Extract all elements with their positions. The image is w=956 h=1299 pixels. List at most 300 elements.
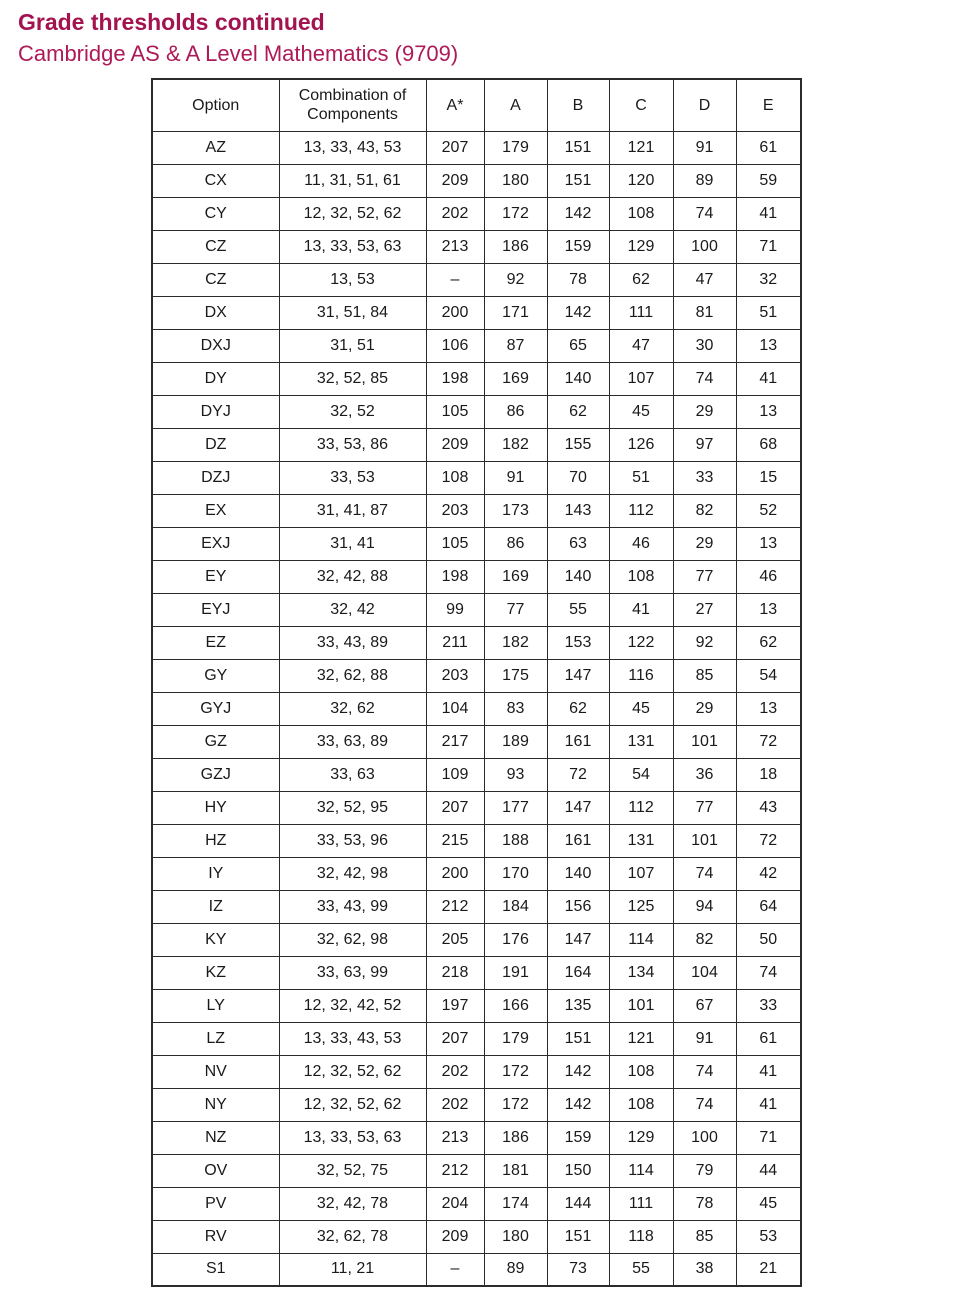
table-cell: 142 [547,296,609,329]
table-cell: GYJ [152,692,279,725]
table-row [152,791,801,824]
table-row [152,1088,801,1121]
table-cell: 72 [547,758,609,791]
table-cell: 33, 43, 99 [279,890,426,923]
table-cell: 91 [673,131,736,164]
table-cell: 155 [547,428,609,461]
table-cell: 118 [609,1220,673,1253]
table-row [152,428,801,461]
table-cell: DZ [152,428,279,461]
table-cell: 11, 21 [279,1253,426,1286]
table-row [152,197,801,230]
table-cell: 203 [426,659,484,692]
table-row [152,164,801,197]
table-row [152,692,801,725]
table-cell: CY [152,197,279,230]
table-cell: KY [152,923,279,956]
column-header-1: Combination of Components [279,79,426,131]
table-cell: 33, 63 [279,758,426,791]
table-cell: 166 [484,989,547,1022]
table-row [152,626,801,659]
table-cell: 42 [736,857,801,890]
table-cell: EYJ [152,593,279,626]
table-cell: 55 [547,593,609,626]
table-cell: 29 [673,692,736,725]
table-cell: 45 [609,692,673,725]
table-cell: 144 [547,1187,609,1220]
table-row [152,296,801,329]
table-cell: 172 [484,1088,547,1121]
table-cell: 62 [547,395,609,428]
table-cell: 131 [609,824,673,857]
table-cell: 179 [484,131,547,164]
table-cell: 92 [484,263,547,296]
table-cell: 104 [673,956,736,989]
table-cell: 181 [484,1154,547,1187]
table-cell: 114 [609,923,673,956]
table-cell: 143 [547,494,609,527]
table-cell: CX [152,164,279,197]
table-cell: 171 [484,296,547,329]
table-cell: 177 [484,791,547,824]
table-cell: 207 [426,1022,484,1055]
table-cell: 107 [609,857,673,890]
table-row [152,1055,801,1088]
table-cell: 122 [609,626,673,659]
table-cell: 13, 53 [279,263,426,296]
table-cell: 105 [426,527,484,560]
table-cell: DY [152,362,279,395]
table-cell: 93 [484,758,547,791]
table-cell: 68 [736,428,801,461]
table-cell: EXJ [152,527,279,560]
table-cell: 13 [736,329,801,362]
table-cell: 32, 52 [279,395,426,428]
table-cell: OV [152,1154,279,1187]
table-cell: 108 [426,461,484,494]
table-cell: 31, 51 [279,329,426,362]
table-cell: 21 [736,1253,801,1286]
table-cell: 32, 62 [279,692,426,725]
table-cell: 65 [547,329,609,362]
table-cell: 33, 43, 89 [279,626,426,659]
table-cell: 61 [736,1022,801,1055]
table-row [152,395,801,428]
table-cell: 218 [426,956,484,989]
table-cell: 153 [547,626,609,659]
table-cell: 52 [736,494,801,527]
table-cell: 46 [736,560,801,593]
table-cell: CZ [152,263,279,296]
table-cell: 33, 53, 96 [279,824,426,857]
table-cell: 41 [736,1088,801,1121]
table-cell: 207 [426,131,484,164]
table-cell: 13 [736,593,801,626]
table-cell: 31, 41, 87 [279,494,426,527]
table-cell: 43 [736,791,801,824]
table-cell: – [426,1253,484,1286]
table-cell: 32, 52, 85 [279,362,426,395]
table-cell: 142 [547,1088,609,1121]
table-cell: IZ [152,890,279,923]
table-cell: 32, 42, 78 [279,1187,426,1220]
table-cell: 182 [484,626,547,659]
table-cell: KZ [152,956,279,989]
table-row [152,1187,801,1220]
table-cell: 159 [547,230,609,263]
table-cell: 74 [673,857,736,890]
table-cell: 129 [609,1121,673,1154]
table-cell: 82 [673,923,736,956]
table-cell: 74 [736,956,801,989]
table-cell: 142 [547,197,609,230]
table-cell: 31, 51, 84 [279,296,426,329]
table-cell: 50 [736,923,801,956]
table-cell: 51 [609,461,673,494]
table-cell: 13, 33, 43, 53 [279,131,426,164]
table-cell: 202 [426,1055,484,1088]
table-body [152,131,801,1286]
table-cell: 85 [673,1220,736,1253]
table-cell: 71 [736,1121,801,1154]
table-cell: 180 [484,1220,547,1253]
table-cell: 97 [673,428,736,461]
column-header-5: C [609,79,673,131]
table-cell: 151 [547,1022,609,1055]
table-row [152,560,801,593]
table-cell: 41 [736,1055,801,1088]
table-cell: 179 [484,1022,547,1055]
table-cell: 126 [609,428,673,461]
table-cell: 33, 53 [279,461,426,494]
table-cell: 12, 32, 52, 62 [279,1088,426,1121]
table-row [152,593,801,626]
table-cell: 13 [736,527,801,560]
table-cell: 78 [547,263,609,296]
table-cell: 41 [736,362,801,395]
table-cell: 13 [736,692,801,725]
table-cell: 79 [673,1154,736,1187]
table-cell: 104 [426,692,484,725]
table-cell: S1 [152,1253,279,1286]
grade-thresholds-table [151,78,802,1287]
table-cell: 72 [736,725,801,758]
table-row [152,329,801,362]
table-cell: 13, 33, 53, 63 [279,1121,426,1154]
table-cell: 213 [426,1121,484,1154]
table-cell: 202 [426,197,484,230]
table-cell: 55 [609,1253,673,1286]
table-cell: 217 [426,725,484,758]
table-row [152,362,801,395]
table-row [152,1253,801,1286]
table-cell: 45 [736,1187,801,1220]
table-cell: 89 [484,1253,547,1286]
table-cell: 32, 42, 98 [279,857,426,890]
table-cell: 140 [547,362,609,395]
table-cell: 45 [609,395,673,428]
table-cell: DXJ [152,329,279,362]
table-cell: 89 [673,164,736,197]
table-cell: 114 [609,1154,673,1187]
table-cell: 147 [547,923,609,956]
table-cell: 67 [673,989,736,1022]
table-cell: EX [152,494,279,527]
table-cell: 13, 33, 53, 63 [279,230,426,263]
table-cell: 169 [484,560,547,593]
table-cell: 82 [673,494,736,527]
table-cell: DX [152,296,279,329]
table-cell: 213 [426,230,484,263]
table-cell: LZ [152,1022,279,1055]
table-cell: 77 [484,593,547,626]
table-cell: DYJ [152,395,279,428]
table-cell: 47 [609,329,673,362]
table-cell: 53 [736,1220,801,1253]
table-cell: 59 [736,164,801,197]
table-cell: 108 [609,1055,673,1088]
table-cell: 61 [736,131,801,164]
table-cell: GY [152,659,279,692]
table-cell: 121 [609,131,673,164]
table-row [152,1220,801,1253]
table-cell: 156 [547,890,609,923]
table-cell: 94 [673,890,736,923]
table-cell: 142 [547,1055,609,1088]
table-cell: 172 [484,1055,547,1088]
table-cell: RV [152,1220,279,1253]
table-cell: 105 [426,395,484,428]
table-cell: 108 [609,197,673,230]
table-cell: 27 [673,593,736,626]
table-cell: 134 [609,956,673,989]
table-cell: GZJ [152,758,279,791]
table-cell: 77 [673,560,736,593]
table-cell: 182 [484,428,547,461]
table-cell: 161 [547,725,609,758]
table-row [152,989,801,1022]
table-cell: 121 [609,1022,673,1055]
table-row [152,824,801,857]
table-cell: 41 [736,197,801,230]
table-cell: 209 [426,164,484,197]
table-cell: 32, 62, 78 [279,1220,426,1253]
table-cell: 62 [609,263,673,296]
table-cell: 111 [609,1187,673,1220]
table-row [152,890,801,923]
table-cell: 172 [484,197,547,230]
table-cell: 62 [736,626,801,659]
table-cell: 99 [426,593,484,626]
table-cell: 101 [673,824,736,857]
table-cell: IY [152,857,279,890]
table-cell: 198 [426,362,484,395]
table-cell: 205 [426,923,484,956]
table-cell: NZ [152,1121,279,1154]
table-cell: 32, 42 [279,593,426,626]
table-cell: 74 [673,1055,736,1088]
table-cell: 54 [609,758,673,791]
table-cell: 209 [426,428,484,461]
table-cell: 77 [673,791,736,824]
table-row [152,956,801,989]
table-cell: HZ [152,824,279,857]
table-cell: 92 [673,626,736,659]
table-row [152,230,801,263]
table-cell: 32, 62, 98 [279,923,426,956]
table-row [152,494,801,527]
table-cell: 47 [673,263,736,296]
column-header-7: E [736,79,801,131]
table-cell: 74 [673,362,736,395]
table-cell: 107 [609,362,673,395]
table-cell: PV [152,1187,279,1220]
table-row [152,725,801,758]
table-cell: 161 [547,824,609,857]
table-cell: 86 [484,527,547,560]
table-cell: 212 [426,890,484,923]
table-cell: 164 [547,956,609,989]
table-cell: 33 [673,461,736,494]
table-cell: 116 [609,659,673,692]
table-cell: 46 [609,527,673,560]
table-cell: 33, 53, 86 [279,428,426,461]
table-cell: 186 [484,1121,547,1154]
table-row [152,1121,801,1154]
table-cell: 211 [426,626,484,659]
table-cell: 13 [736,395,801,428]
table-cell: 204 [426,1187,484,1220]
column-header-4: B [547,79,609,131]
table-cell: 109 [426,758,484,791]
table-cell: 33, 63, 89 [279,725,426,758]
table-cell: 173 [484,494,547,527]
table-cell: 207 [426,791,484,824]
table-cell: 38 [673,1253,736,1286]
table-cell: 51 [736,296,801,329]
table-cell: 101 [673,725,736,758]
table-cell: 70 [547,461,609,494]
table-cell: 44 [736,1154,801,1187]
table-cell: 189 [484,725,547,758]
table-cell: 198 [426,560,484,593]
table-row [152,857,801,890]
table-cell: 200 [426,857,484,890]
table-row [152,263,801,296]
table-header-row [152,79,801,131]
table-cell: 212 [426,1154,484,1187]
page-subtitle: Cambridge AS & A Level Mathematics (9709) [18,40,459,66]
table-cell: 108 [609,560,673,593]
table-cell: HY [152,791,279,824]
table-cell: CZ [152,230,279,263]
table-row [152,923,801,956]
table-cell: 191 [484,956,547,989]
table-cell: 151 [547,1220,609,1253]
table-row [152,1022,801,1055]
table-cell: 131 [609,725,673,758]
table-cell: 151 [547,164,609,197]
table-cell: 33, 63, 99 [279,956,426,989]
table-cell: 41 [609,593,673,626]
table-cell: 74 [673,197,736,230]
table-cell: 32, 52, 95 [279,791,426,824]
table-cell: DZJ [152,461,279,494]
page-title: Grade thresholds continued [18,9,325,35]
table-cell: 85 [673,659,736,692]
table-cell: 147 [547,791,609,824]
table-cell: 54 [736,659,801,692]
table-row [152,461,801,494]
table-cell: 188 [484,824,547,857]
table-cell: 147 [547,659,609,692]
table-cell: 63 [547,527,609,560]
table-cell: 12, 32, 42, 52 [279,989,426,1022]
table-cell: 140 [547,560,609,593]
table-cell: 129 [609,230,673,263]
table-cell: 112 [609,791,673,824]
column-header-0: Option [152,79,279,131]
table-cell: 32, 42, 88 [279,560,426,593]
table-cell: 64 [736,890,801,923]
table-cell: 151 [547,131,609,164]
table-cell: 202 [426,1088,484,1121]
table-cell: 169 [484,362,547,395]
table-cell: 197 [426,989,484,1022]
table-row [152,527,801,560]
table-cell: 215 [426,824,484,857]
table-row [152,758,801,791]
table-cell: 13, 33, 43, 53 [279,1022,426,1055]
column-header-3: A [484,79,547,131]
table-cell: 18 [736,758,801,791]
table-cell: 36 [673,758,736,791]
table-cell: 135 [547,989,609,1022]
table-cell: 33 [736,989,801,1022]
table-cell: 186 [484,230,547,263]
table-cell: GZ [152,725,279,758]
table-cell: NY [152,1088,279,1121]
table-cell: 72 [736,824,801,857]
table-cell: 180 [484,164,547,197]
table-cell: NV [152,1055,279,1088]
table-cell: 209 [426,1220,484,1253]
table-cell: 100 [673,230,736,263]
table-cell: 175 [484,659,547,692]
table-cell: 184 [484,890,547,923]
table-cell: 15 [736,461,801,494]
table-cell: 74 [673,1088,736,1121]
table-cell: 111 [609,296,673,329]
table-cell: 87 [484,329,547,362]
column-header-2: A* [426,79,484,131]
table-row [152,1154,801,1187]
table-cell: 120 [609,164,673,197]
table-cell: 91 [484,461,547,494]
table-cell: 170 [484,857,547,890]
table-cell: 30 [673,329,736,362]
table-cell: 11, 31, 51, 61 [279,164,426,197]
table-cell: 71 [736,230,801,263]
table-cell: 106 [426,329,484,362]
table-row [152,131,801,164]
table-cell: 150 [547,1154,609,1187]
table-cell: 112 [609,494,673,527]
table-cell: 32, 52, 75 [279,1154,426,1187]
table-cell: 125 [609,890,673,923]
table-cell: 62 [547,692,609,725]
table-cell: 12, 32, 52, 62 [279,1055,426,1088]
